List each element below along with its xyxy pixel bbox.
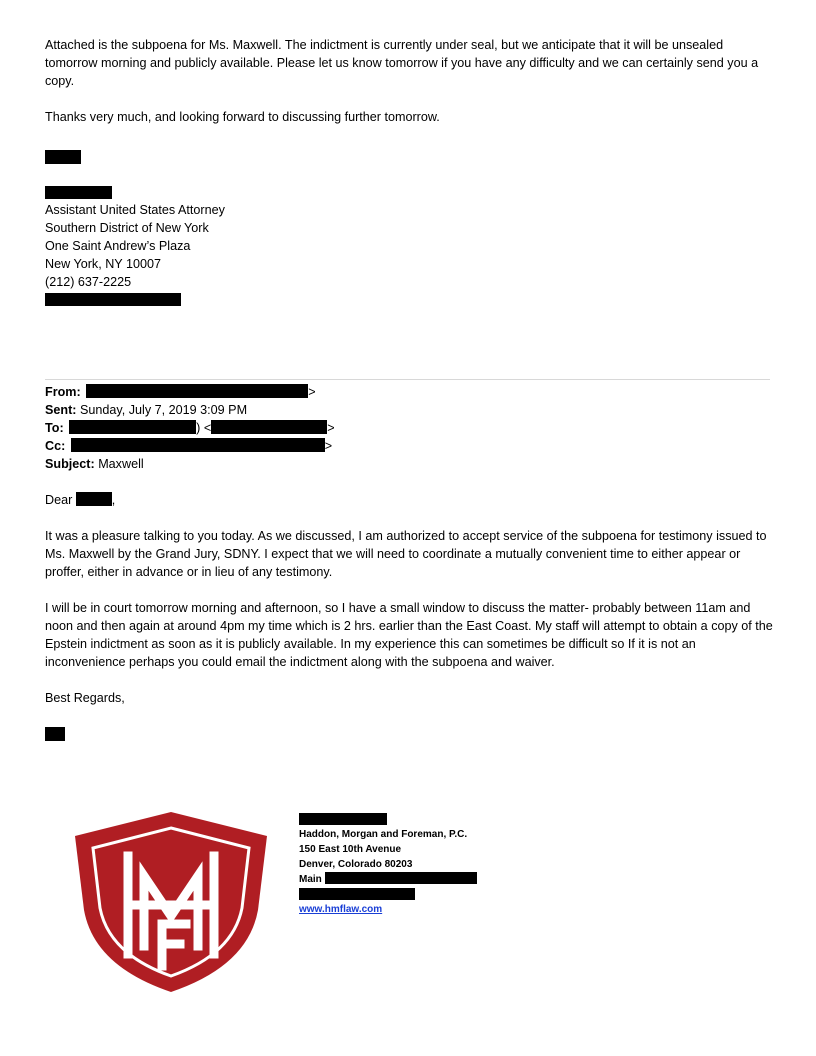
firm-main-phone xyxy=(299,872,477,887)
cc-label: Cc: xyxy=(45,439,66,453)
to-label: To: xyxy=(45,421,64,435)
redacted-closing-name xyxy=(45,727,65,741)
main-label: Main xyxy=(299,874,322,885)
sent-value: Sunday, July 7, 2019 3:09 PM xyxy=(79,403,248,417)
hmf-logo xyxy=(62,806,280,996)
firm-address-2: Denver, Colorado 80203 xyxy=(299,859,413,870)
redacted-to-name xyxy=(69,420,196,434)
subject-label: Subject: xyxy=(45,457,95,471)
firm-website-link[interactable]: www.hmflaw.com xyxy=(299,904,383,915)
firm-signature xyxy=(299,813,477,917)
redacted-sender-initial xyxy=(45,150,81,164)
from-label: From: xyxy=(45,385,81,399)
closing: Best Regards, xyxy=(45,691,125,705)
header-sent xyxy=(45,401,775,419)
redacted-recipient-name xyxy=(76,492,112,506)
salutation xyxy=(45,491,775,509)
header-cc xyxy=(45,437,775,455)
second-email-paragraph-2: I will be in court tomorrow morning and afternoon, so I have a small window to discuss the matter- probably between 11am and noon and then again at around 4pm my time which is 2 hrs. earlier than the East Coast. My staff will attempt to obtain a copy of the Epstein indictment as soon as it is publicly available. In my experience this can sometimes be difficult so If it is not an inconvenience perhaps you could email the indictment along with the subpoena and waiver. xyxy=(45,601,773,669)
sent-label: Sent: xyxy=(45,403,77,417)
logo-letters xyxy=(280,806,281,807)
redacted-firm-email xyxy=(299,888,415,900)
signature-phone: (212) 637-2225 xyxy=(45,275,132,289)
firm-name: Haddon, Morgan and Foreman, P.C. xyxy=(299,829,468,840)
email-header xyxy=(45,383,775,473)
header-from xyxy=(45,383,775,401)
firm-address-1: 150 East 10th Avenue xyxy=(299,844,402,855)
signature-address-2: New York, NY 10007 xyxy=(45,257,161,271)
to-mid: ) < xyxy=(196,421,212,435)
redacted-cc-address xyxy=(71,438,325,452)
signature-title: Assistant United States Attorney xyxy=(45,203,225,217)
redacted-main-phone xyxy=(325,872,477,884)
second-email-paragraph-1: It was a pleasure talking to you today. As we discussed, I am authorized to accept service of the subpoena for testimony issued to Ms. Maxwell by the Grand Jury, SDNY. I expect that we will need to coordinate a mutually convenient time to either appear or proffer, either in advance or in lieu of any testimony. xyxy=(45,529,767,579)
subject-value: Maxwell xyxy=(98,457,144,471)
cc-suffix: > xyxy=(324,439,333,453)
second-email-body xyxy=(45,491,775,741)
header-to xyxy=(45,419,775,437)
hmf-shield-icon xyxy=(62,806,280,996)
email-separator xyxy=(45,379,770,380)
from-suffix: > xyxy=(308,385,316,399)
first-email-paragraph-2: Thanks very much, and looking forward to discussing further tomorrow. xyxy=(45,110,440,124)
first-email-paragraph-1: Attached is the subpoena for Ms. Maxwell. The indictment is currently under seal, but we anticipate that it will be unsealed tomorrow morning and publicly available. Please let us know tomorrow if you have any difficulty and we can certainly send you a copy. xyxy=(45,38,759,88)
salutation-suffix: , xyxy=(111,493,116,507)
first-email-body xyxy=(45,36,775,306)
redacted-attorney-name xyxy=(299,813,387,825)
redacted-signature-email xyxy=(45,293,181,306)
header-subject xyxy=(45,455,775,473)
to-suffix: > xyxy=(327,421,335,435)
redacted-to-address xyxy=(211,420,327,434)
salutation-word: Dear xyxy=(45,493,73,507)
redacted-from-address xyxy=(86,384,308,398)
signature-district: Southern District of New York xyxy=(45,221,209,235)
signature-address-1: One Saint Andrew’s Plaza xyxy=(45,239,191,253)
redacted-sender-name xyxy=(45,186,112,199)
